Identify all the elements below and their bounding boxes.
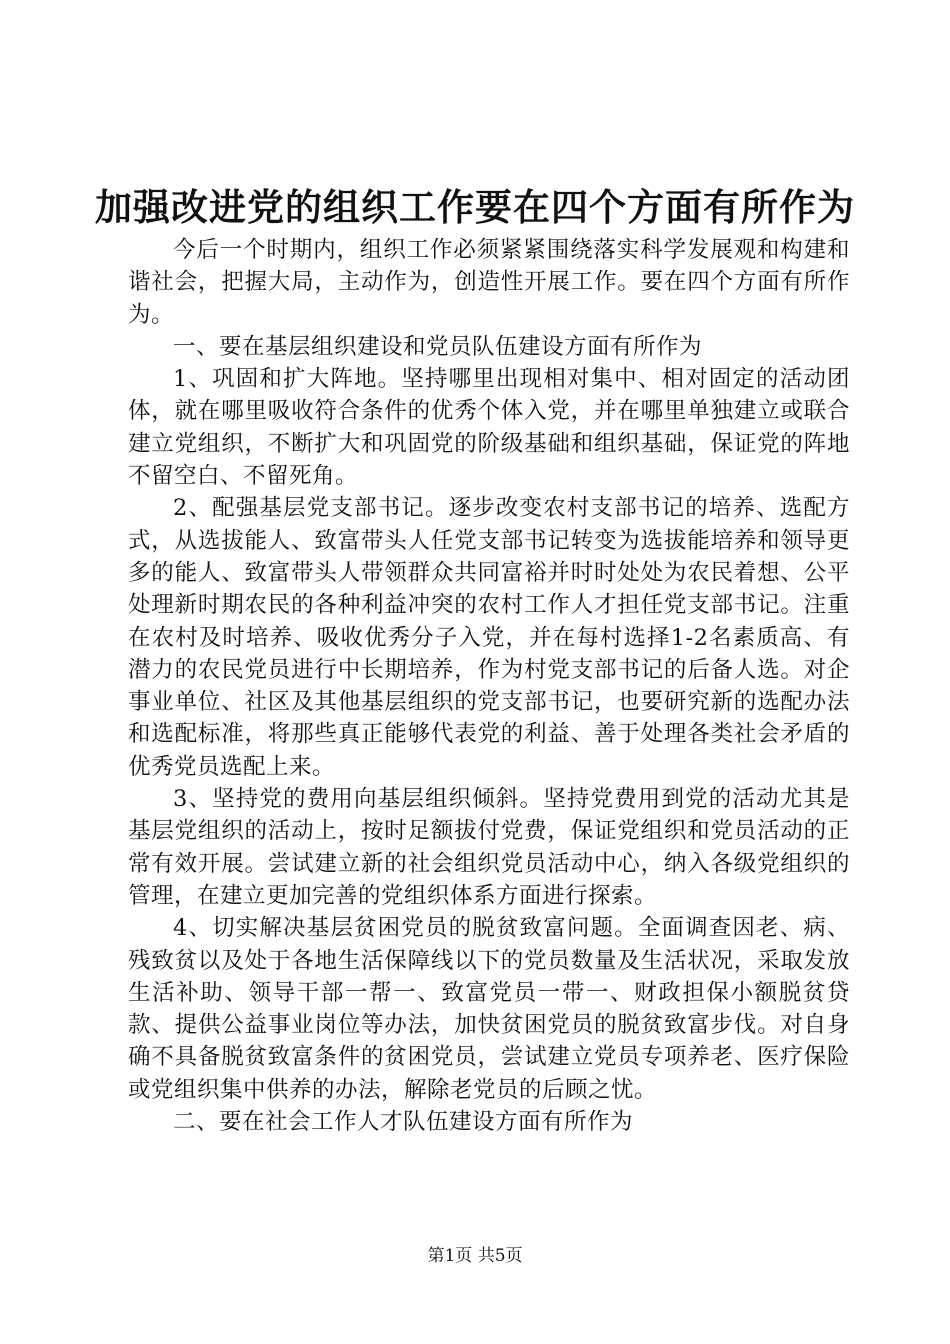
document-title: 加强改进党的组织工作要在四个方面有所作为	[95, 185, 855, 229]
paragraph-item-2: 2、配强基层党支部书记。逐步改变农村支部书记的培养、选配方式，从选拔能人、致富带头人任党支部书记转变为选拔能培养和领导更多的能人、致富带头人带领群众共同富裕并时时处处为农民着想、公平处理新时期农民的各种利益冲突的农村工作人才担任党支部书记。注重在农村及时培养、吸收优秀分子入党，并在每村选择1-2名素质高、有潜力的农民党员进行中长期培养，作为村党支部书记的后备人选。对企事业单位、社区及其他基层组织的党支部书记，也要研究新的选配办法和选配标准，将那些真正能够代表党的利益、善于处理各类社会矛盾的优秀党员选配上来。	[128, 495, 850, 780]
page-number-footer: 第1页 共5页	[427, 1246, 523, 1266]
section-heading-2: 二、要在社会工作人才队伍建设方面有所作为	[173, 1109, 634, 1136]
section-heading-1: 一、要在基层组织建设和党员队伍建设方面有所作为	[173, 333, 703, 360]
paragraph-item-4: 4、切实解决基层贫困党员的脱贫致富问题。全面调查因老、病、残致贫以及处于各地生活保障线以下的党员数量及生活状况，采取发放生活补助、领导干部一帮一、致富党员一带一、财政担保小额脱贫贷款、提供公益事业岗位等办法，加快贫困党员的脱贫致富步伐。对自身确不具备脱贫致富条件的贫困党员，尝试建立党员专项养老、医疗保险或党组织集中供养的办法，解除老党员的后顾之忧。	[128, 915, 850, 1103]
paragraph-item-3: 3、坚持党的费用向基层组织倾斜。坚持党费用到党的活动尤其是基层党组织的活动上，按时足额拔付党费，保证党组织和党员活动的正常有效开展。尝试建立新的社会组织党员活动中心，纳入各级党组织的管理，在建立更加完善的党组织体系方面进行探索。	[128, 786, 850, 909]
document-body	[128, 234, 850, 1138]
paragraph-item-1: 1、巩固和扩大阵地。坚持哪里出现相对集中、相对固定的活动团体，就在哪里吸收符合条件的优秀个体入党，并在哪里单独建立或联合建立党组织，不断扩大和巩固党的阶级基础和组织基础，保证党的阵地不留空白、不留死角。	[128, 366, 850, 490]
paragraph-intro: 今后一个时期内，组织工作必须紧紧围绕落实科学发展观和构建和谐社会，把握大局，主动作为，创造性开展工作。要在四个方面有所作为。	[128, 237, 850, 328]
